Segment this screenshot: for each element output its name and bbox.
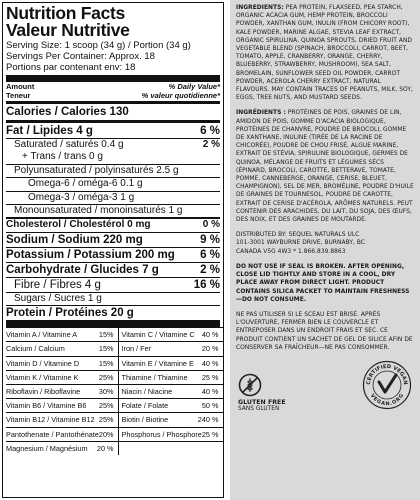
nutrient-percent: 9 % xyxy=(200,233,220,246)
vitamin-cell: Pantothenate / Pantothénate 20% xyxy=(6,427,119,441)
certification-badges xyxy=(236,360,414,413)
vitamin-cell: Vitamin E / Vitamine E 40 % xyxy=(119,356,223,370)
ingredients-label-en: INGREDIENTS: xyxy=(236,5,284,11)
certified-vegan-seal-icon xyxy=(362,360,412,410)
nutrient-label: Protein / Protéines 20 g xyxy=(6,307,134,320)
vitamin-cell: Vitamin B12 / Vitamine B12 25% xyxy=(6,412,119,426)
divider-medium xyxy=(6,120,220,123)
gluten-free-label-fr: SANS GLUTEN xyxy=(238,406,280,413)
vitamin-cell: Iron / Fer 20 % xyxy=(119,341,223,355)
vegan-seal-top-text: CERTIFIED VEGAN xyxy=(365,363,409,386)
nutrient-row xyxy=(6,138,220,151)
nutrient-percent: 6 % xyxy=(200,248,220,261)
gluten-free-label-en: GLUTEN FREE xyxy=(238,398,286,406)
daily-value-label-fr: % valeur quotidienne* xyxy=(141,90,220,100)
vitamin-cell: Vitamin K / Vitamine K 25% xyxy=(6,370,119,384)
ingredients-en xyxy=(236,4,414,102)
vitamin-cell: Biotin / Biotine 240 % xyxy=(119,412,223,426)
distributor-address-1: 101-3001 WAYBURNE DRIVE, BURNABY, BC xyxy=(236,240,366,247)
servings-per-container: Servings Per Container: Approx. 18 xyxy=(6,51,155,62)
nutrient-row xyxy=(6,232,220,247)
vitamin-cell: Calcium / Calcium 15% xyxy=(6,341,119,355)
nutrition-title-en: Nutrition Facts xyxy=(6,3,125,23)
nutrient-label: Fibre / Fibres 4 g xyxy=(14,278,101,291)
nutrient-row xyxy=(6,277,220,292)
calories-label: Calories / Calories 130 xyxy=(6,106,129,118)
amount-header xyxy=(6,83,220,100)
distributor-name: DISTRIBUTED BY: SEQUEL NATURALS ULC xyxy=(236,232,360,239)
nutrient-percent: 2 % xyxy=(200,263,220,276)
nutrient-label: Sodium / Sodium 220 mg xyxy=(6,233,143,246)
calories-row xyxy=(6,105,220,119)
vitamin-cell: Phosphorus / Phosphore 25 % xyxy=(119,427,223,441)
vitamin-cell: Vitamin B6 / Vitamine B6 25% xyxy=(6,398,119,412)
nutrient-label: Omega-3 / oméga-3 1 g xyxy=(28,191,135,203)
vegan-seal-url-text: VEGAN.ORG xyxy=(368,392,406,408)
vitamin-cell: Riboflavin / Riboflavine 30% xyxy=(6,384,119,398)
nutrient-row xyxy=(6,151,220,163)
nutrient-row xyxy=(6,191,220,204)
storage-text-en: DO NOT USE IF SEAL IS BROKEN. AFTER OPENING, CLOSE LID TIGHTLY AND STORE IN A COOL, DRY PLACE AWAY FROM DIRECT LIGHT. PRODUCT CONTAINS SILICA PACKET TO MAINTAIN FRESHNESS—DO NOT CONSUME. xyxy=(236,263,410,303)
nutrient-percent: 16 % xyxy=(193,278,220,291)
gluten-free-badge xyxy=(238,373,286,414)
vitamin-cell: Vitamin A / Vitamine A 15% xyxy=(6,327,119,341)
vitamin-cell: Magnesium / Magnésium 20 % xyxy=(6,441,119,455)
amount-label-en: Amount xyxy=(6,82,35,91)
nutrient-row xyxy=(6,164,220,177)
servings-per-container-fr: Portions par contenant env: 18 xyxy=(6,62,136,73)
nutrient-row xyxy=(6,124,220,138)
nutrient-row xyxy=(6,247,220,262)
nutrient-label: Monounsaturated / monoinsaturés 1 g xyxy=(14,205,183,217)
nutrient-row xyxy=(6,262,220,277)
certified-vegan-badge xyxy=(362,360,412,413)
ingredients-panel xyxy=(230,0,420,500)
nutrient-row xyxy=(6,217,220,231)
nutrition-title-fr: Valeur Nutritive xyxy=(6,20,130,40)
ingredients-label-fr: INGRÉDIENTS : xyxy=(236,110,286,117)
nutrient-row xyxy=(6,177,220,190)
ingredients-fr xyxy=(236,109,414,224)
divider-thick xyxy=(6,75,220,82)
serving-size: Serving Size: 1 scoop (34 g) / Portion (34 g) xyxy=(6,40,191,51)
storage-text-fr: NE PAS UTILISER SI LE SCEAU EST BRISÉ. APRÈS L'OUVERTURE, FERMER BIEN LE COUVERCLE ET ENTREPOSER DANS UN ENDROIT FRAIS ET SEC. CE PRODUIT CONTIENT UN SACHET DE GEL DE SILICE AFIN DE CONSERVER SA FRAÎCHEUR—NE PAS CONSOMMER. xyxy=(236,311,413,351)
nutrient-label: Potassium / Potassium 200 mg xyxy=(6,248,175,261)
vitamin-cell: Niacin / Niacine 40 % xyxy=(119,384,223,398)
vitamin-cell: Thiamine / Thiamine 25 % xyxy=(119,370,223,384)
vitamins-table xyxy=(6,327,220,455)
nutrient-label: Omega-6 / oméga-6 0.1 g xyxy=(28,178,143,190)
nutrient-label: Carbohydrate / Glucides 7 g xyxy=(6,263,159,276)
nutrient-row xyxy=(6,305,220,320)
ingredients-text-en: PEA PROTEIN, FLAXSEED, PEA STARCH, ORGANIC ACACIA GUM, HEMP PROTEIN, BROCCOLI POWDER, XANTHAN GUM, INULIN (FROM CHICORY ROOT), KALE POWDER, MARINE ALGAE, STEVIA LEAF EXTRACT, ORGANIC SPIRULINA, QUINOA SPROUTS, DRIED FRUIT AND VEGETABLE BLEND (SPINACH, BROCCOLI, CARROT, BEET, TOMATO, APPLE, CRANBERRY, ORANGE, CHERRY, BLUEBERRY, STRAWBERRY, MUSHROOM), SEA SALT, BROMELAIN, SUNFLOWER SEED OIL POWDER, CARROT POWDER, ACEROLA CHERRY EXTRACT, NATURAL FLAVOURS. MAY CONTAIN TRACES OF PEANUTS, MILK, SOY, EGGS, TREE NUTS, AND MUSTARD SEEDS. xyxy=(236,5,413,102)
vitamin-cell: Vitamin D / Vitamine D 15% xyxy=(6,356,119,370)
amount-label-fr: Teneur xyxy=(6,90,31,100)
nutrient-label: Sugars / Sucres 1 g xyxy=(14,292,102,304)
vitamin-cell xyxy=(119,441,223,455)
gluten-free-icon xyxy=(238,373,262,397)
daily-value-label-en: % Daily Value* xyxy=(168,82,220,91)
ingredients-text-fr: PROTÉINES DE POIS, GRAINES DE LIN, AMIDON DE POIS, GOMME D'ACACIA BIOLOGIQUE, PROTÉINES DE CHANVRE, POUDRE DE BROCOLI, GOMME DE XANTHANE, INULINE (TIRÉE DE LA RACINE DE CHICORÉE), POUDRE DE CHOU FRISÉ, ALGUE MARINE, EXTRAIT DE STÉVIA, SPIRULINE BIOLOGIQUE, GERMES DE QUINOA, MÉLANGE DE FRUITS ET LÉGUMES SÉCS (ÉPINARD, BROCOLI, CAROTTE, BETTERAVE, TOMATE, POMME, CANNEBERGE, ORANGE, CERISE, BLEUET, CHAMPIGNON), SEL DE MER, BROMÉLINE, POUDRE D'HUILE DE GRAINES DE TOURNESOL, POUDRE DE CAROTTE, EXTRAIT DE CERISE D'ACÉROLA, ARÔMES NATURELS. PEUT CONTENIR DES ARACHIDES, DU LAIT, DU SOJA, DES ŒUFS, DES NOIX, ET DES GRAINES DE MOUTARDE. xyxy=(236,110,414,224)
divider-medium xyxy=(6,101,220,104)
nutrient-label: Fat / Lipides 4 g xyxy=(6,125,93,137)
nutrient-percent: 6 % xyxy=(200,125,220,137)
nutrient-row xyxy=(6,292,220,305)
divider-thick xyxy=(6,320,220,327)
nutrient-row xyxy=(6,204,220,217)
nutrient-label: + Trans / trans 0 g xyxy=(22,151,103,163)
nutrition-facts-panel xyxy=(2,2,224,498)
nutrient-percent: 2 % xyxy=(202,139,220,150)
nutrient-label: Saturated / saturés 0.4 g xyxy=(14,139,124,150)
distributor-address-2: CANADA V5G 4W3 * 1.866.839.8863 xyxy=(236,248,346,255)
vitamin-cell: Folate / Folate 50 % xyxy=(119,398,223,412)
nutrient-label: Cholesterol / Cholestérol 0 mg xyxy=(6,219,151,231)
nutrient-percent: 0 % xyxy=(202,219,220,231)
nutrient-label: Polyunsaturated / polyinsaturés 2.5 g xyxy=(14,164,179,176)
vitamin-cell: Vitamin C / Vitamine C 40 % xyxy=(119,327,223,341)
distributor-block xyxy=(236,231,414,256)
